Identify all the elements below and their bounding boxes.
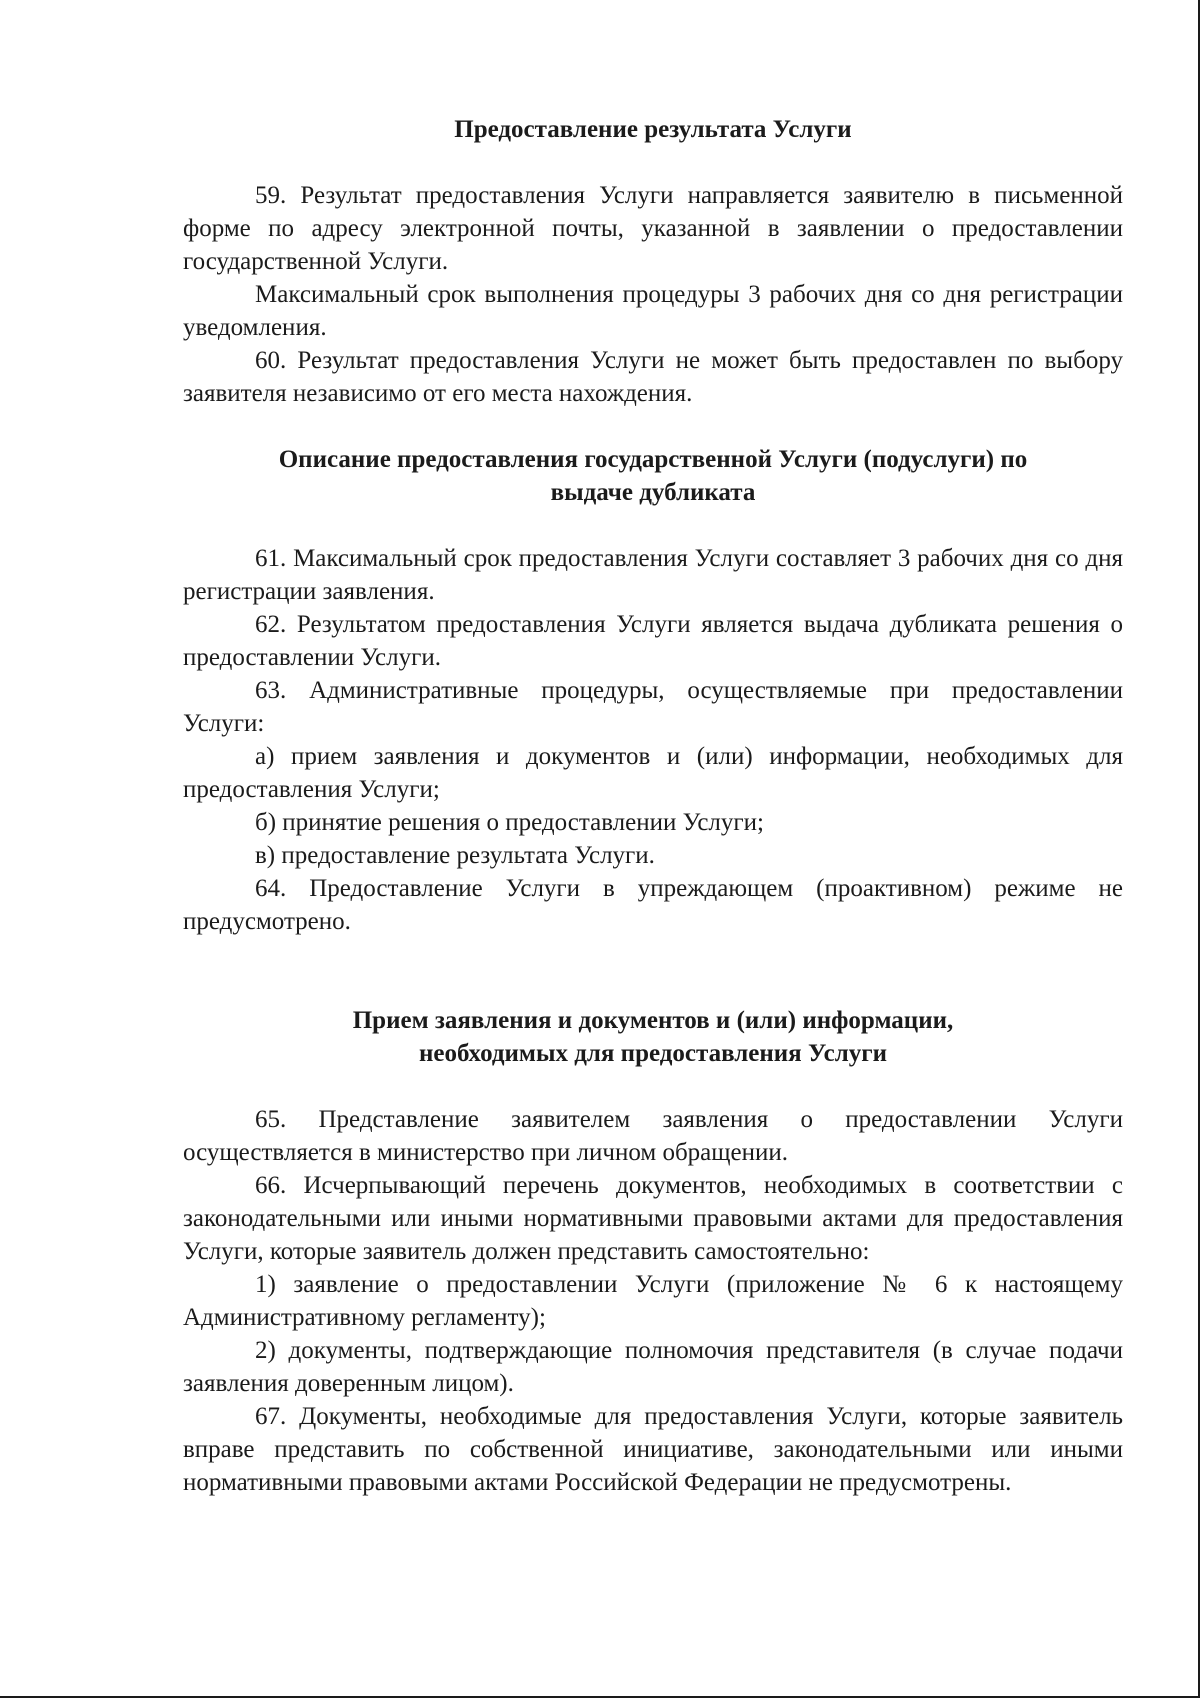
list-item-b: б) принятие решения о предоставлении Услуги; (255, 809, 764, 836)
paragraph-64: 64. Предоставление Услуги в упреждающем (проактивном) режиме не предусмотрено. (183, 875, 1123, 935)
paragraph-59: 59. Результат предоставления Услуги направляется заявителю в письменной форме по адресу электронной почты, указанной в заявлении о предоставлении государственной Услуги. (183, 182, 1123, 275)
paragraph-63: 63. Административные процедуры, осуществляемые при предоставлении Услуги: (183, 677, 1123, 737)
heading-line: выдаче дубликата (550, 479, 756, 506)
list-item-1: 1) заявление о предоставлении Услуги (приложение № 6 к настоящему Административному регламенту); (183, 1271, 1123, 1331)
list-item-2: 2) документы, подтверждающие полномочия представителя (в случае подачи заявления доверенным лицом). (183, 1337, 1123, 1397)
paragraph-61: 61. Максимальный срок предоставления Услуги составляет 3 рабочих дня со дня регистрации заявления. (183, 545, 1123, 605)
document-body (183, 113, 1123, 1499)
section-heading-result (183, 113, 1123, 146)
paragraph-60: 60. Результат предоставления Услуги не может быть предоставлен по выбору заявителя независимо от его места нахождения. (183, 347, 1123, 407)
heading-line: Прием заявления и документов и (или) информации, (352, 1007, 954, 1034)
paragraph-67: 67. Документы, необходимые для предоставления Услуги, которые заявитель вправе представить по собственной инициативе, законодательными или иными нормативными правовыми актами Российской Федерации не предусмотрены. (183, 1403, 1123, 1496)
list-item-a: а) прием заявления и документов и (или) информации, необходимых для предоставления Услуги; (183, 743, 1123, 803)
list-item-v: в) предоставление результата Услуги. (255, 842, 655, 869)
paragraph-66: 66. Исчерпывающий перечень документов, необходимых в соответствии с законодательными или иными нормативными правовыми актами для предоставления Услуги, которые заявитель должен представить самостоятельно: (183, 1172, 1123, 1265)
heading-line: Предоставление результата Услуги (454, 116, 852, 143)
paragraph-65: 65. Представление заявителем заявления о предоставлении Услуги осуществляется в министерство при личном обращении. (183, 1106, 1123, 1166)
section-heading-application (183, 1004, 1123, 1070)
heading-line: Описание предоставления государственной Услуги (подуслуги) по (278, 446, 1028, 473)
section-heading-duplicate (183, 443, 1123, 509)
paragraph-62: 62. Результатом предоставления Услуги является выдача дубликата решения о предоставлении Услуги. (183, 611, 1123, 671)
paragraph-max-term: Максимальный срок выполнения процедуры 3 рабочих дня со дня регистрации уведомления. (183, 281, 1123, 341)
heading-line: необходимых для предоставления Услуги (419, 1040, 887, 1067)
